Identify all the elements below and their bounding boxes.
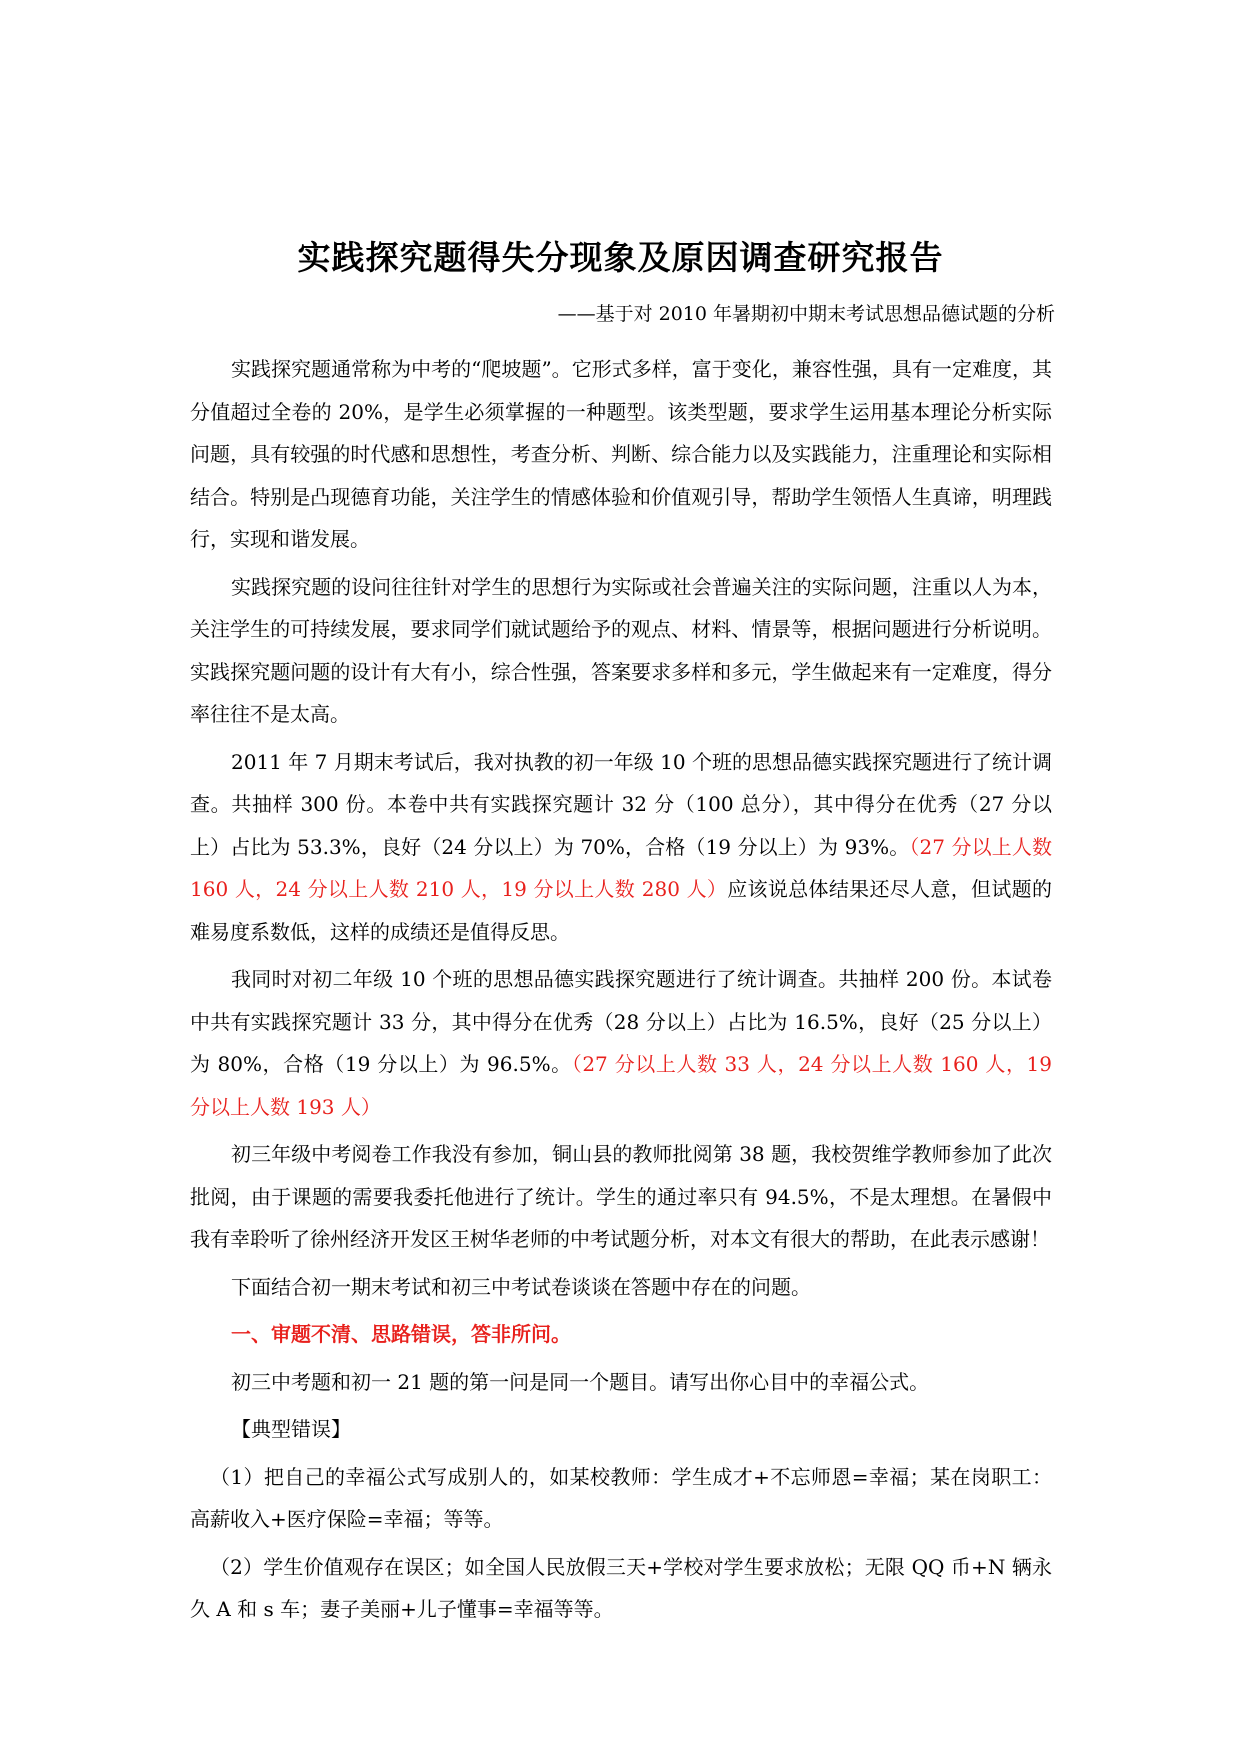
error-item-1: （1）把自己的幸福公式写成别人的，如某校教师：学生成才+不忘师恩=幸福；某在岗职工：高薪收入+医疗保险=幸福；等等。 xyxy=(190,1464,1052,1531)
paragraph-intro: 实践探究题通常称为中考的“爬坡题”。它形式多样，富于变化，兼容性强，具有一定难度，其分值超过全卷的 20%，是学生必须掌握的一种题型。该类型题，要求学生运用基本理论分析实际问题，具有较强的时代感和思想性，考查分析、判断、综合能力以及实践能力，注重理论和实际相结合。特别是凸现德育功能，关注学生的情感体验和价值观引导，帮助学生领悟人生真谛，明理践行，实现和谐发展。 xyxy=(190,357,1052,551)
document-subtitle: ——基于对 2010 年暑期初中期末考试思想品德试题的分析 xyxy=(557,303,1055,325)
typical-errors-label: 【典型错误】 xyxy=(231,1417,351,1441)
paragraph-grade1-stats xyxy=(190,741,1052,954)
grade2-stats-text: 我同时对初二年级 10 个班的思想品德实践探究题进行了统计调查。共抽样 200 份。本试卷中共有实践探究题计 33 分，其中得分在优秀（28 分以上）占比为 16.5%，良好（25 分以上）为 80%，合格（19 分以上）为 96.5%。 xyxy=(190,967,1052,1076)
paragraph-question: 初三中考题和初一 21 题的第一问是同一个题目。请写出你心目中的幸福公式。 xyxy=(231,1369,930,1394)
grade1-stats-conclusion: 应该说总体结果还尽人意，但试题的难易度系数低，这样的成绩还是值得反思。 xyxy=(190,877,1053,944)
grade1-stats-counts: （27 分以上人数 160 人，24 分以上人数 210 人，19 分以上人数 280 人） xyxy=(190,834,1052,901)
paragraph-design: 实践探究题的设问往往针对学生的思想行为实际或社会普遍关注的实际问题，注重以人为本，关注学生的可持续发展，要求同学们就试题给予的观点、材料、情景等，根据问题进行分析说明。实践探究题问题的设计有大有小，综合性强，答案要求多样和多元，学生做起来有一定难度，得分率往往不是太高。 xyxy=(190,574,1052,726)
document-title: 实践探究题得失分现象及原因调查研究报告 xyxy=(297,238,944,277)
paragraph-grade3: 初三年级中考阅卷工作我没有参加，铜山县的教师批阅第 38 题，我校贺维学教师参加了此次批阅，由于课题的需要我委托他进行了统计。学生的通过率只有 94.5%，不是太理想。在暑假中我有幸聆听了徐州经济开发区王树华老师的中考试题分析，对本文有很大的帮助，在此表示感谢！ xyxy=(190,1142,1052,1251)
paragraph-grade2-stats xyxy=(190,958,1052,1128)
section-heading-1: 一、审题不清、思路错误，答非所问。 xyxy=(231,1322,571,1346)
document-body xyxy=(190,348,1052,1636)
grade1-stats-text: 2011 年 7 月期末考试后，我对执教的初一年级 10 个班的思想品德实践探究题进行了统计调查。共抽样 300 份。本卷中共有实践探究题计 32 分（100 总分），其中得分在优秀（27 分以上）占比为 53.3%，良好（24 分以上）为 70%，合格（19 分以上）为 93%。 xyxy=(190,749,1052,859)
grade2-stats-counts: （27 分以上人数 33 人，24 分以上人数 160 人，19 分以上人数 193 人） xyxy=(190,1052,1052,1119)
paragraph-transition: 下面结合初一期末考试和初三中考试卷谈谈在答题中存在的问题。 xyxy=(231,1274,811,1299)
error-item-2: （2）学生价值观存在误区；如全国人民放假三天+学校对学生要求放松；无限 QQ 币+N 辆永久 A 和 s 车；妻子美丽+儿子懂事=幸福等等。 xyxy=(190,1554,1052,1621)
